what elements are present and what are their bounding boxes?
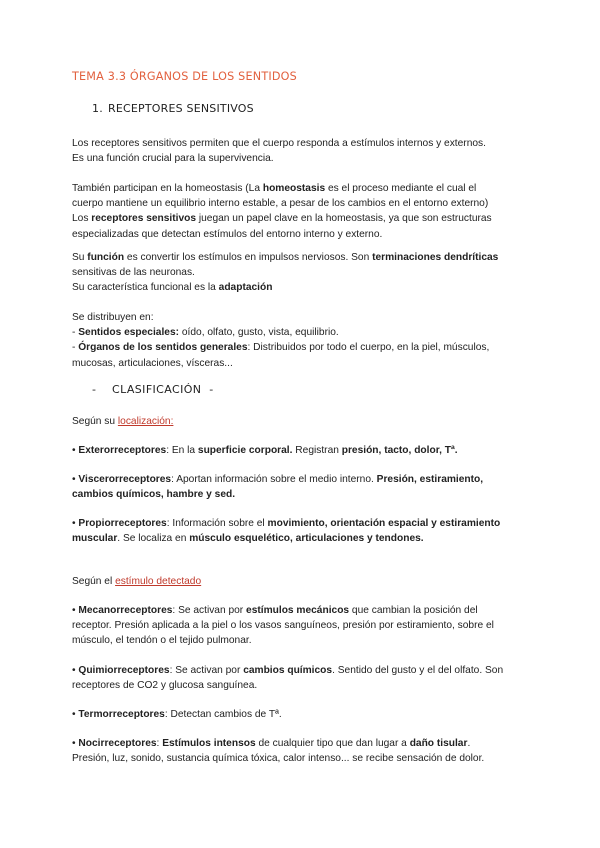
paragraph-line: Es una función crucial para la supervivencia.	[72, 153, 274, 165]
heading-dash: -	[209, 383, 214, 396]
localizacion-link: localización	[117, 416, 171, 427]
paragraph-line: • Viscerorreceptores: Aportan información sobre el medio interno. Presión, estiramiento,	[72, 474, 484, 485]
paragraph-funcion	[72, 250, 542, 296]
paragraph-homeostasis	[72, 181, 542, 242]
paragraph-distribucion	[72, 310, 542, 371]
paragraph-line: mucosas, articulaciones, vísceras...	[72, 357, 233, 369]
paragraph-line: • Termorreceptores: Detectan cambios de Tª.	[72, 709, 282, 720]
heading-dash: -	[92, 383, 97, 396]
paragraph-line: muscular. Se localiza en músculo esquelético, articulaciones y tendones.	[72, 533, 424, 545]
paragraph-line: Presión, luz, sonido, sustancia química tóxica, calor intenso... se recibe sensación de dolor.	[72, 753, 485, 765]
paragraph-line: Su función es convertir los estímulos en impulsos nerviosos. Son terminaciones dendríticas	[72, 252, 499, 263]
paragraph-line: Su característica funcional es la adaptación	[72, 282, 273, 294]
list-item-sentidos-especiales: - Sentidos especiales: oído, olfato, gusto, vista, equilibrio.	[72, 327, 339, 339]
list-item-nocirreceptores	[72, 736, 542, 766]
list-item-viscerorreceptores	[72, 472, 542, 502]
paragraph-line: • Nocirreceptores: Estímulos intensos de cualquier tipo que dan lugar a daño tisular.	[72, 738, 471, 749]
paragraph-line: cuerpo mantiene un equilibrio interno estable, a pesar de los cambios en el entorno externo)	[72, 198, 489, 210]
paragraph-line: receptor. Presión aplicada a la piel o los vasos sanguíneos, presión por estiramiento, sobre el	[72, 620, 494, 632]
paragraph-line: Según el estímulo detectado	[72, 576, 202, 587]
paragraph-line: • Mecanorreceptores: Se activan por estímulos mecánicos que cambian la posición del	[72, 605, 478, 616]
paragraph-intro	[72, 136, 542, 166]
section-heading-receptores	[92, 102, 254, 115]
paragraph-line: Según su localización:	[72, 416, 174, 427]
paragraph-line: Se distribuyen en:	[72, 312, 154, 323]
section-heading-clasificacion	[92, 383, 214, 396]
document-title: TEMA 3.3 ÓRGANOS DE LOS SENTIDOS	[72, 70, 297, 83]
subsection-estimulo-intro	[72, 574, 542, 589]
paragraph-line: especializadas que detectan estímulos del entorno interno y externo.	[72, 228, 383, 240]
estimulo-link: estímulo detectado	[115, 576, 202, 587]
paragraph-line: receptores de CO2 y glucosa sanguínea.	[72, 680, 258, 692]
section-number: 1.	[92, 102, 103, 115]
paragraph-line: cambios químicos, hambre y sed.	[72, 489, 236, 501]
paragraph-line: • Exterorreceptores: En la superficie corporal. Registran presión, tacto, dolor, Tª.	[72, 445, 458, 456]
paragraph-line: • Propiorreceptores: Información sobre el movimiento, orientación espacial y estiramiento	[72, 518, 501, 529]
list-item-termorreceptores	[72, 707, 542, 722]
list-item-mecanorreceptores	[72, 603, 542, 649]
section-heading-text: RECEPTORES SENSITIVOS	[108, 102, 254, 115]
section-heading-text: CLASIFICACIÓN	[112, 383, 202, 396]
list-item-propiorreceptores	[72, 516, 542, 546]
paragraph-line: sensitivas de las neuronas.	[72, 267, 195, 279]
paragraph-line: También participan en la homeostasis (La homeostasis es el proceso mediante el cual el	[72, 183, 477, 194]
list-item-quimiorreceptores	[72, 663, 542, 693]
paragraph-line: Los receptores sensitivos juegan un papel clave en la homeostasis, ya que son estructuras	[72, 213, 492, 225]
subsection-localizacion-intro	[72, 414, 542, 429]
paragraph-line: • Quimiorreceptores: Se activan por cambios químicos. Sentido del gusto y el del olfato. Son	[72, 665, 504, 676]
paragraph-line: Los receptores sensitivos permiten que el cuerpo responda a estímulos internos y externos.	[72, 138, 486, 149]
list-item-exterorreceptores	[72, 443, 542, 458]
list-item-sentidos-generales: - Órganos de los sentidos generales: Distribuidos por todo el cuerpo, en la piel, músculos,	[72, 342, 490, 354]
paragraph-line: músculo, el tendón o el tejido pulmonar.	[72, 635, 252, 647]
